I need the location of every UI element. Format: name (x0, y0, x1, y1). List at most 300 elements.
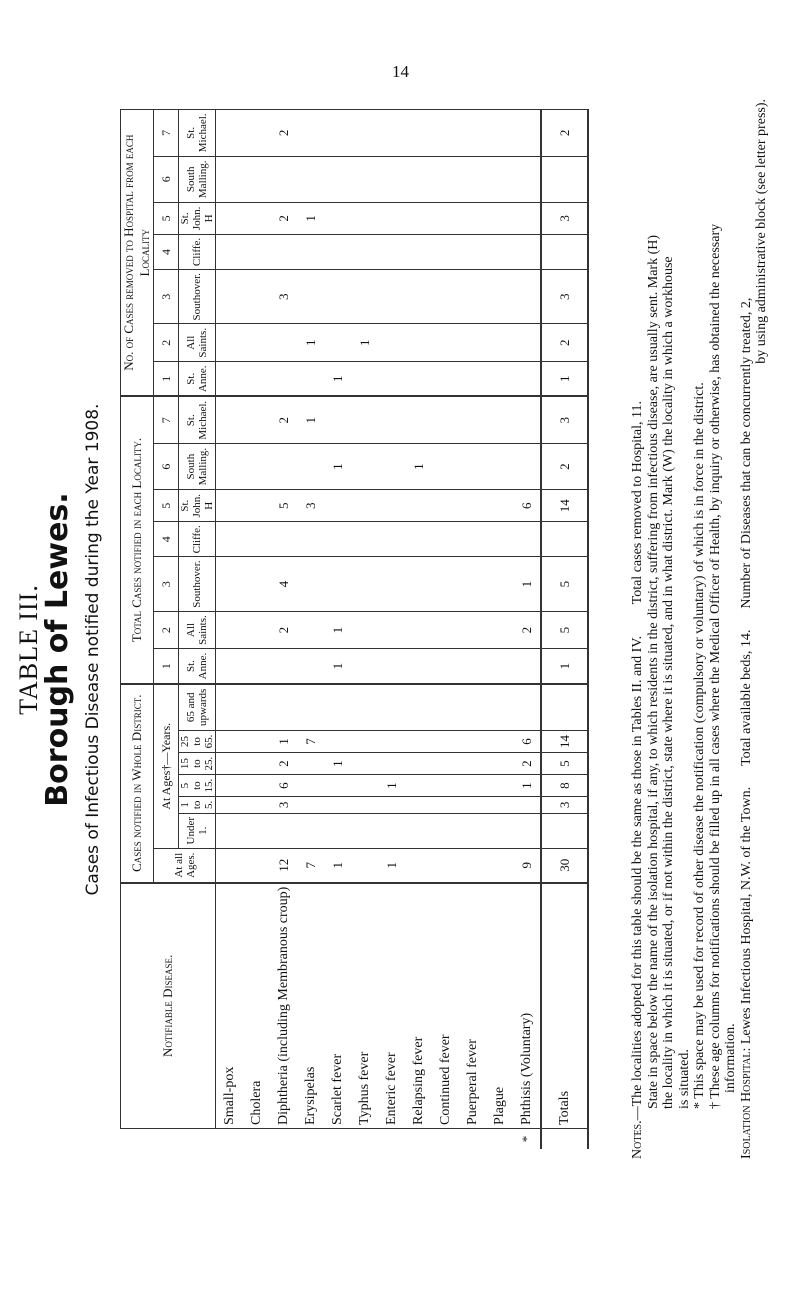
notes (630, 99, 770, 1159)
age-band-count (297, 813, 324, 848)
age-band-count (297, 684, 324, 731)
age-band-count (324, 730, 351, 752)
header-removed-locality-name: St. Michael. (179, 110, 216, 157)
locality-notified-count (486, 611, 513, 649)
locality-removed-count (513, 270, 541, 324)
locality-notified-count (378, 611, 405, 649)
isolation-text: Lewes Infectious Hospital, N.W. of the Town. (738, 786, 754, 1045)
locality-removed-count: 1 (351, 324, 378, 362)
header-removed-locality-num: 6 (154, 156, 179, 202)
header-locality-name: St. Anne. (179, 649, 216, 684)
locality-notified-count (432, 522, 459, 557)
table-row (243, 110, 270, 1150)
age-band-count (378, 684, 405, 731)
locality-notified-count (459, 611, 486, 649)
all-ages-count (405, 848, 432, 882)
locality-removed-count (243, 362, 270, 397)
age-band-count (405, 753, 432, 775)
locality-removed-count: 1 (324, 362, 351, 397)
header-spacer (121, 1129, 216, 1150)
locality-removed-count (513, 156, 541, 202)
locality-removed-count (405, 156, 432, 202)
locality-notified-count (324, 396, 351, 443)
header-at-ages: At Ages†—Years. (154, 684, 179, 849)
locality-removed-count (216, 156, 244, 202)
page-number: 14 (392, 62, 409, 81)
locality-removed-count (216, 362, 244, 397)
age-band-count (297, 775, 324, 797)
star-marker (297, 1129, 324, 1150)
total-removed-note: Total cases removed to Hospital, 11. (630, 400, 645, 605)
age-band-count: 6 (270, 775, 297, 797)
locality-notified-count (486, 522, 513, 557)
locality-removed-count (351, 156, 378, 202)
locality-notified-count (432, 490, 459, 522)
locality-removed-count (378, 362, 405, 397)
age-band-count (405, 797, 432, 814)
locality-notified-count (541, 522, 588, 557)
notes-line-3: the locality in which it is situated, or if not within the district, state where it is situated, and in what district. Mark (W) the locality in which a workhouse (661, 256, 676, 1109)
locality-removed-count (432, 362, 459, 397)
age-band-count (243, 775, 270, 797)
star-marker (351, 1129, 378, 1150)
locality-notified-count: 1 (297, 396, 324, 443)
age-band-count (378, 753, 405, 775)
star-marker (270, 1129, 297, 1150)
locality-notified-count (270, 522, 297, 557)
locality-removed-count (297, 156, 324, 202)
age-band-count (405, 775, 432, 797)
age-band-count (297, 797, 324, 814)
locality-removed-count (297, 110, 324, 157)
locality-notified-count: 1 (513, 557, 541, 611)
locality-notified-count (324, 557, 351, 611)
all-ages-count (243, 848, 270, 882)
locality-notified-count (405, 649, 432, 684)
header-removed-locality-num: 1 (154, 362, 179, 397)
header-locality-name: St. Michael. (179, 396, 216, 443)
locality-notified-count (297, 649, 324, 684)
locality-removed-count (378, 156, 405, 202)
locality-notified-count: 2 (270, 611, 297, 649)
star-note: * This space may be used for record of other disease the notification (compulsory or voluntary) of which is in force in the district. (692, 382, 707, 1109)
locality-notified-count: 14 (541, 490, 588, 522)
locality-notified-count (243, 649, 270, 684)
locality-removed-count (459, 270, 486, 324)
table-row (216, 110, 244, 1150)
age-band-count: 1 (513, 775, 541, 797)
locality-notified-count (297, 557, 324, 611)
locality-notified-count (378, 444, 405, 490)
star-marker (405, 1129, 432, 1150)
header-removed-to-hospital: No. of Cases removed to Hospital from each Locality (121, 110, 154, 397)
locality-notified-count: 1 (324, 444, 351, 490)
locality-removed-count (378, 110, 405, 157)
disease-name: Typhus fever (351, 883, 378, 1129)
locality-notified-count (432, 444, 459, 490)
header-locality-num: 3 (154, 557, 179, 611)
locality-notified-count (216, 611, 244, 649)
all-ages-count (351, 848, 378, 882)
locality-removed-count (270, 362, 297, 397)
header-locality-name: South Malling. (179, 444, 216, 490)
table-row (405, 110, 432, 1150)
locality-removed-count (324, 110, 351, 157)
table-row (324, 110, 351, 1150)
disease-name: Scarlet fever (324, 883, 351, 1129)
locality-removed-count (486, 324, 513, 362)
notes-line-2: State in space below the name of the isolation hospital, if any, to which residents in the district, suffering from infectious disease, are usually sent. Mark (H) (645, 234, 661, 1109)
totals-row (541, 110, 588, 1150)
locality-notified-count (351, 444, 378, 490)
locality-notified-count (243, 444, 270, 490)
all-ages-count (432, 848, 459, 882)
locality-removed-count (486, 234, 513, 269)
locality-notified-count (459, 490, 486, 522)
locality-notified-count: 6 (513, 490, 541, 522)
header-removed-locality-num: 7 (154, 110, 179, 157)
age-band-count (243, 684, 270, 731)
header-locality-name: Southover. (179, 557, 216, 611)
all-ages-count: 1 (378, 848, 405, 882)
locality-notified-count (405, 490, 432, 522)
all-ages-count (459, 848, 486, 882)
header-removed-locality-num: 2 (154, 324, 179, 362)
concurrent-text: Number of Diseases that can be concurrently treated, 2, (738, 297, 754, 609)
locality-removed-count (405, 202, 432, 234)
locality-removed-count (486, 156, 513, 202)
locality-removed-count (243, 202, 270, 234)
age-band-count (243, 730, 270, 752)
header-whole-district: Cases notified in Whole District. (121, 684, 154, 883)
all-ages-count: 9 (513, 848, 541, 882)
age-band-count (486, 813, 513, 848)
locality-removed-count (324, 324, 351, 362)
infectious-disease-table (120, 109, 589, 1149)
age-band-count: 2 (270, 753, 297, 775)
locality-notified-count (513, 444, 541, 490)
disease-name: Cholera (243, 883, 270, 1129)
locality-notified-count (432, 396, 459, 443)
locality-notified-count (459, 396, 486, 443)
locality-removed-count (513, 234, 541, 269)
disease-name: Relapsing fever (405, 883, 432, 1129)
notes-line-1: —The localities adopted for this table should be the same as those in Tables II. and IV. (630, 635, 645, 1121)
all-ages-count (216, 848, 244, 882)
age-band-count (459, 684, 486, 731)
locality-notified-count (297, 522, 324, 557)
locality-removed-count (216, 234, 244, 269)
locality-removed-count: 3 (541, 270, 588, 324)
locality-notified-count: 4 (270, 557, 297, 611)
age-band-count (513, 684, 541, 731)
locality-removed-count (378, 234, 405, 269)
star-marker (486, 1129, 513, 1150)
locality-removed-count (541, 234, 588, 269)
locality-removed-count (486, 270, 513, 324)
locality-removed-count (297, 362, 324, 397)
star-marker (216, 1129, 244, 1150)
locality-notified-count: 1 (541, 649, 588, 684)
locality-removed-count: 1 (297, 324, 324, 362)
locality-notified-count (459, 649, 486, 684)
locality-removed-count (351, 270, 378, 324)
locality-notified-count (351, 522, 378, 557)
locality-removed-count (270, 324, 297, 362)
age-band-count: 1 (270, 730, 297, 752)
age-band-count (486, 775, 513, 797)
locality-notified-count (297, 611, 324, 649)
locality-removed-count (216, 110, 244, 157)
locality-removed-count (459, 202, 486, 234)
table-subtitle: Cases of Infectious Disease notified during the Year 1908. (83, 403, 103, 896)
header-each-locality: Total Cases notified in each Locality. (121, 396, 154, 683)
table-row (432, 110, 459, 1150)
locality-removed-count (486, 202, 513, 234)
disease-name: Diphtheria (including Membranous croup) (270, 883, 297, 1129)
locality-removed-count (513, 362, 541, 397)
age-band-count (432, 775, 459, 797)
locality-notified-count (351, 649, 378, 684)
locality-removed-count (486, 110, 513, 157)
locality-notified-count (432, 611, 459, 649)
locality-removed-count (243, 270, 270, 324)
isolation-label: Isolation Hospital: (738, 1047, 754, 1159)
age-band-count (324, 797, 351, 814)
locality-removed-count (324, 202, 351, 234)
locality-notified-count (216, 557, 244, 611)
header-locality-name: Cliffe. (179, 522, 216, 557)
disease-name: Enteric fever (378, 883, 405, 1129)
locality-removed-count (432, 324, 459, 362)
disease-name: Phthisis (Voluntary) (513, 883, 541, 1129)
locality-removed-count (216, 324, 244, 362)
header-locality-num: 7 (154, 396, 179, 443)
locality-notified-count (243, 522, 270, 557)
locality-notified-count (486, 557, 513, 611)
notes-line-4: is situated. (676, 1049, 692, 1109)
header-locality-num: 4 (154, 522, 179, 557)
star-marker (459, 1129, 486, 1150)
locality-notified-count (486, 444, 513, 490)
locality-removed-count (486, 362, 513, 397)
locality-notified-count: 2 (541, 444, 588, 490)
star-marker (432, 1129, 459, 1150)
locality-notified-count (405, 396, 432, 443)
locality-removed-count: 3 (541, 202, 588, 234)
age-band-count (216, 797, 244, 814)
locality-removed-count: 2 (270, 110, 297, 157)
locality-notified-count (378, 396, 405, 443)
locality-removed-count (405, 270, 432, 324)
locality-removed-count (432, 234, 459, 269)
age-band-count: 14 (541, 730, 588, 752)
locality-removed-count (378, 202, 405, 234)
locality-notified-count: 5 (541, 557, 588, 611)
disease-name: Puerperal fever (459, 883, 486, 1129)
age-band-count (405, 730, 432, 752)
age-band-count (243, 797, 270, 814)
age-band-count (216, 753, 244, 775)
locality-notified-count (216, 649, 244, 684)
locality-removed-count (216, 270, 244, 324)
locality-removed-count (324, 270, 351, 324)
locality-removed-count (324, 156, 351, 202)
table-row (270, 110, 297, 1150)
age-band-count (378, 813, 405, 848)
header-all-ages: At all Ages. (154, 848, 216, 882)
locality-notified-count (351, 490, 378, 522)
locality-notified-count (432, 649, 459, 684)
table-row (513, 110, 541, 1150)
locality-removed-count (243, 234, 270, 269)
locality-removed-count (351, 202, 378, 234)
locality-notified-count: 1 (405, 444, 432, 490)
age-band-count: 8 (541, 775, 588, 797)
all-ages-count: 7 (297, 848, 324, 882)
age-band-count (270, 684, 297, 731)
locality-notified-count (351, 557, 378, 611)
locality-removed-count (459, 234, 486, 269)
header-locality-name: St. John. H (179, 490, 216, 522)
locality-removed-count (243, 324, 270, 362)
age-band-count (432, 797, 459, 814)
locality-notified-count (459, 522, 486, 557)
all-ages-count: 12 (270, 848, 297, 882)
locality-removed-count (405, 362, 432, 397)
age-band-count (216, 813, 244, 848)
locality-notified-count (216, 444, 244, 490)
locality-notified-count (378, 557, 405, 611)
age-band-count (459, 730, 486, 752)
all-ages-count: 30 (541, 848, 588, 882)
table-row (351, 110, 378, 1150)
header-age-band: Under 1. (179, 813, 216, 848)
locality-removed-count (541, 156, 588, 202)
locality-removed-count (432, 270, 459, 324)
star-marker (243, 1129, 270, 1150)
locality-removed-count (459, 324, 486, 362)
beds-text: Total available beds, 14. (738, 629, 754, 766)
locality-removed-count (432, 156, 459, 202)
locality-notified-count (243, 557, 270, 611)
age-band-count (351, 753, 378, 775)
locality-notified-count (459, 557, 486, 611)
locality-notified-count (405, 522, 432, 557)
all-ages-count: 1 (324, 848, 351, 882)
table-row (486, 110, 513, 1150)
header-locality-num: 6 (154, 444, 179, 490)
table-row (378, 110, 405, 1150)
locality-removed-count (270, 156, 297, 202)
age-band-count: 2 (513, 753, 541, 775)
locality-notified-count (243, 611, 270, 649)
borough-title: Borough of Lewes. (40, 492, 75, 807)
locality-removed-count (243, 110, 270, 157)
locality-notified-count (513, 396, 541, 443)
locality-notified-count: 2 (513, 611, 541, 649)
header-locality-name: All Saints. (179, 611, 216, 649)
age-band-count: 3 (541, 797, 588, 814)
locality-notified-count (216, 522, 244, 557)
locality-notified-count (324, 490, 351, 522)
locality-removed-count (378, 324, 405, 362)
age-band-count (378, 730, 405, 752)
disease-name: Erysipelas (297, 883, 324, 1129)
header-removed-locality-name: All Saints. (179, 324, 216, 362)
age-band-count (459, 775, 486, 797)
header-removed-locality-name: St. John. H (179, 202, 216, 234)
locality-removed-count: 3 (270, 270, 297, 324)
age-band-count (243, 753, 270, 775)
locality-notified-count (270, 649, 297, 684)
age-band-count (270, 813, 297, 848)
age-band-count: 6 (513, 730, 541, 752)
age-band-count (351, 730, 378, 752)
locality-notified-count (351, 396, 378, 443)
age-band-count (486, 797, 513, 814)
locality-removed-count (405, 234, 432, 269)
locality-notified-count (459, 444, 486, 490)
locality-notified-count (216, 490, 244, 522)
age-band-count (432, 730, 459, 752)
table-label: TABLE III. (14, 584, 43, 715)
locality-removed-count (459, 110, 486, 157)
header-removed-locality-num: 3 (154, 270, 179, 324)
locality-removed-count: 2 (541, 110, 588, 157)
locality-notified-count: 3 (541, 396, 588, 443)
age-band-count: 1 (378, 775, 405, 797)
header-locality-num: 1 (154, 649, 179, 684)
age-band-count (513, 813, 541, 848)
disease-name: Continued fever (432, 883, 459, 1129)
table-row (297, 110, 324, 1150)
dagger-note-2: information. (723, 1023, 738, 1093)
locality-removed-count (432, 202, 459, 234)
locality-removed-count (405, 110, 432, 157)
age-band-count (432, 684, 459, 731)
locality-notified-count (243, 490, 270, 522)
age-band-count (405, 813, 432, 848)
header-removed-locality-name: St. Anne. (179, 362, 216, 397)
header-removed-locality-name: Southover. (179, 270, 216, 324)
star-marker (378, 1129, 405, 1150)
locality-notified-count (513, 649, 541, 684)
age-band-count: 3 (270, 797, 297, 814)
locality-notified-count: 1 (324, 649, 351, 684)
age-band-count (216, 730, 244, 752)
locality-removed-count (513, 110, 541, 157)
locality-notified-count (324, 522, 351, 557)
age-band-count (324, 813, 351, 848)
locality-removed-count (270, 234, 297, 269)
locality-notified-count: 3 (297, 490, 324, 522)
locality-notified-count (486, 649, 513, 684)
locality-notified-count (297, 444, 324, 490)
locality-notified-count (513, 522, 541, 557)
locality-removed-count (216, 202, 244, 234)
age-band-count: 1 (324, 753, 351, 775)
locality-notified-count: 1 (324, 611, 351, 649)
locality-notified-count: 2 (270, 396, 297, 443)
locality-removed-count: 1 (541, 362, 588, 397)
locality-removed-count (243, 156, 270, 202)
locality-notified-count (378, 490, 405, 522)
header-removed-locality-name: Cliffe. (179, 234, 216, 269)
all-ages-count (486, 848, 513, 882)
header-age-band: 1 to 5. (179, 797, 216, 814)
locality-removed-count: 2 (270, 202, 297, 234)
